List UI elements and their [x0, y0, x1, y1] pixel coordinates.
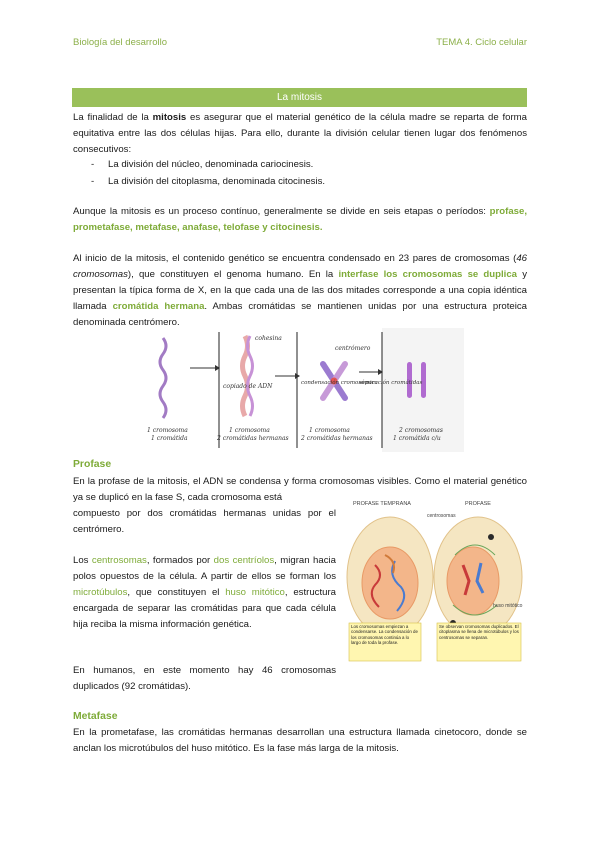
svg-text:PROFASE: PROFASE: [465, 501, 491, 507]
profase-heading: Profase: [73, 459, 112, 470]
metafase-paragraph: En la prometafase, las cromátidas hermanas desarrollan una estructura llamada cinetocoro, donde se anclan los microtúbulos del huso mitótico. Es la fase más larga de la mitosis.: [73, 727, 527, 754]
header-subject: Biología del desarrollo: [73, 37, 168, 48]
svg-text:1 cromosoma2 cromátidas herman: 1 cromosoma 2 cromátidas hermanas: [301, 427, 373, 442]
profase-paragraph-1: En la profase de la mitosis, el ADN se condensa y forma cromosomas visibles. Como el material genético ya se duplicó en la fase S, cada cromosoma está: [73, 476, 527, 503]
profase-paragraph-3: En humanos, en este momento hay 46 cromosomas duplicados (92 cromátidas).: [73, 665, 336, 692]
list-item: - La división del citoplasma, denominada citocinesis.: [91, 176, 326, 187]
metafase-heading: Metafase: [73, 711, 118, 722]
svg-text:1 cromosoma2 cromátidas herman: 1 cromosoma 2 cromátidas hermanas: [217, 427, 289, 442]
profase-cells-diagram: PROFASE TEMPRANA PROFASE centrosomas huso mitótico Los cromosomas empiezan a condensarse. La condensación de los cromosomas continúa a lo largo de toda la profase. Se observan cromosomas duplicados. El citoplasma se llena de microtúbulos y los centrosomas se separan.: [345, 495, 528, 664]
chromosomes-paragraph: Al inicio de la mitosis, el contenido genético se encuentra condensado en 23 pares de cromosomas (46 cromosomas), que constituyen el genoma humano. En la interfase los cromosomas se duplica y presentan la típica forma de X, en la que cada una de las dos mitades corresponde a una copia idéntica llamada cromátida hermana. Ambas cromátidas se mantienen unidas por una estructura proteica denominada centrómero.: [73, 253, 527, 328]
chromosome-replication-diagram: [137, 328, 464, 452]
svg-text:1 cromosoma1 cromátida: 1 cromosoma 1 cromátida: [147, 427, 188, 442]
header-topic: TEMA 4. Ciclo celular: [436, 37, 527, 48]
svg-text:2 cromosomas1 cromátida c/u: 2 cromosomas 1 cromátida c/u: [393, 427, 443, 442]
svg-text:separación cromátidas: separación cromátidas: [359, 380, 423, 386]
svg-text:condensación cromosómica: condensación cromosómica: [301, 380, 378, 386]
svg-text:cohesina: cohesina: [255, 335, 282, 342]
profase-paragraph-2: Los centrosomas, formados por dos centríolos, migran hacia polos opuestos de la célula. A partir de ellos se forman los microtúbulos, que constituyen el huso mitótico, estructura encargada de separar las cromátidas para que cada célula hija reciba la misma información genética.: [73, 555, 336, 630]
list-item: - La división del núcleo, denominada cariocinesis.: [91, 159, 314, 170]
profase-figure: [345, 495, 528, 664]
profase-paragraph-1-cont: compuesto por dos cromátidas hermanas unidas por el centrómero.: [73, 508, 336, 535]
svg-text:centrosomas: centrosomas: [427, 513, 456, 519]
svg-text:huso mitótico: huso mitótico: [493, 603, 523, 609]
stages-paragraph: Aunque la mitosis es un proceso contínuo, generalmente se divide en seis etapas o períodos: profase, prometafase, metafase, anafase, telofase y citocinesis.: [73, 206, 527, 233]
svg-text:PROFASE TEMPRANA: PROFASE TEMPRANA: [353, 501, 411, 507]
chromosome-replication-figure: [137, 328, 464, 452]
svg-text:centrómero: centrómero: [335, 345, 371, 352]
svg-text:copiado de ADN: copiado de ADN: [223, 383, 273, 390]
section-title-bar: La mitosis: [72, 88, 527, 107]
intro-paragraph: La finalidad de la mitosis es asegurar que el material genético de la célula madre se reparta de forma equitativa entre las dos células hijas. Para ello, durante la división celular tienen lugar dos fenómenos consecutivos:: [73, 112, 527, 155]
